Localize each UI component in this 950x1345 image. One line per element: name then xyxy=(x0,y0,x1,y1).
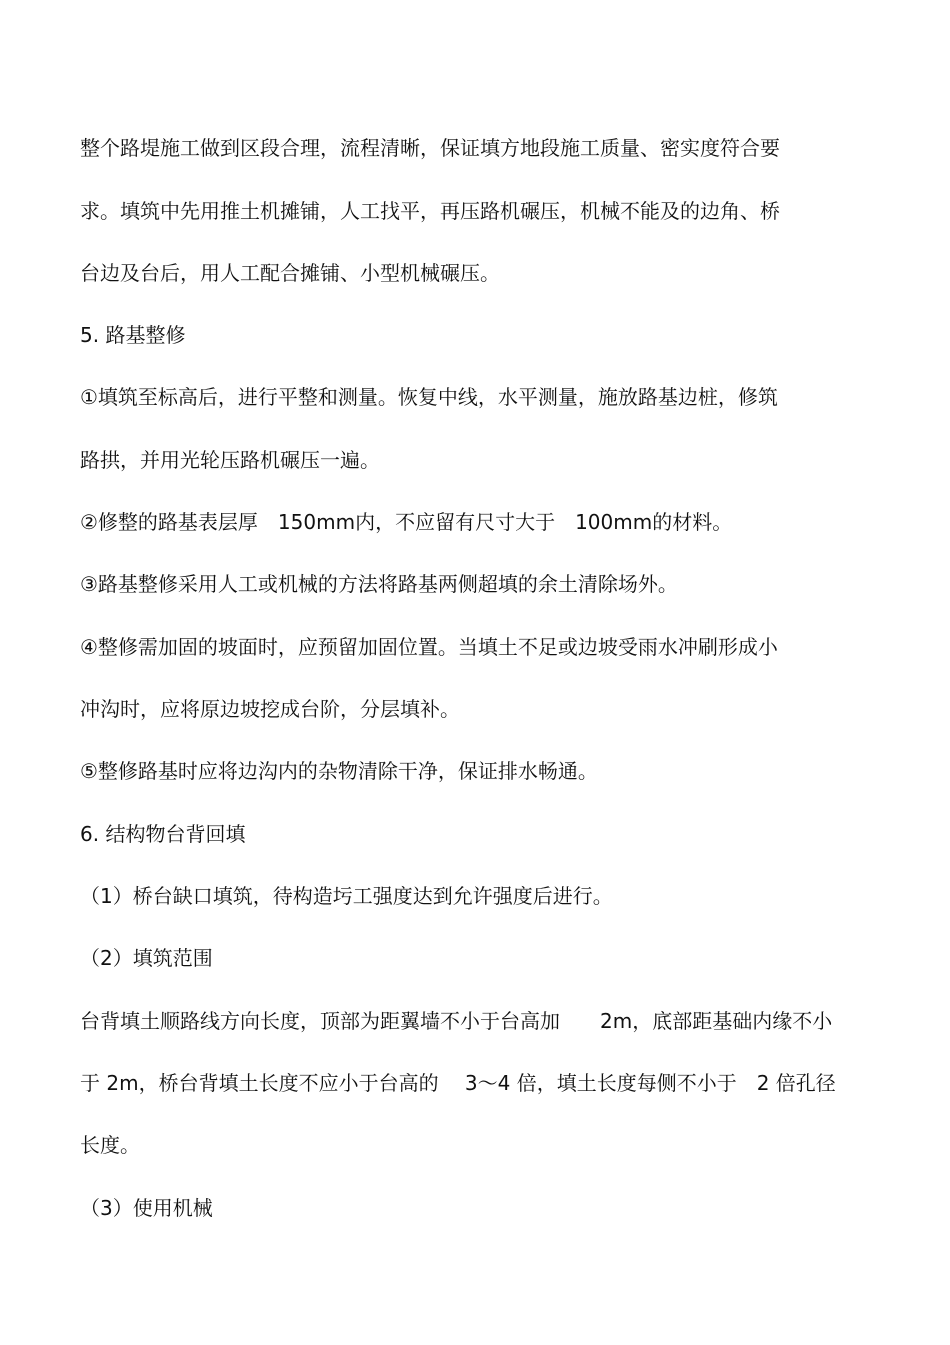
paragraph-line: （1）桥台缺口填筑，待构造圬工强度达到允许强度后进行。 xyxy=(80,884,613,908)
paragraph-line: ④整修需加固的坡面时，应预留加固位置。当填土不足或边坡受雨水冲刷形成小 xyxy=(80,635,778,659)
paragraph-line: ②修整的路基表层厚 150mm内，不应留有尺寸大于 100mm的材料。 xyxy=(80,510,733,534)
paragraph-line: ⑤整修路基时应将边沟内的杂物清除干净，保证排水畅通。 xyxy=(80,759,598,783)
paragraph-line: 于 2m，桥台背填土长度不应小于台高的 3～4 倍，填土长度每侧不小于 2 倍孔径 xyxy=(80,1071,836,1095)
paragraph-line: 冲沟时，应将原边坡挖成台阶，分层填补。 xyxy=(80,697,460,721)
paragraph-line: 长度。 xyxy=(80,1133,140,1157)
section-heading: 5. 路基整修 xyxy=(80,323,186,347)
paragraph-line: 台背填土顺路线方向长度，顶部为距翼墙不小于台高加 2m，底部距基础内缘不小 xyxy=(80,1009,833,1033)
section-heading: 6. 结构物台背回填 xyxy=(80,822,246,846)
paragraph-line: ①填筑至标高后，进行平整和测量。恢复中线，水平测量，施放路基边桩，修筑 xyxy=(80,385,778,409)
paragraph-line: ③路基整修采用人工或机械的方法将路基两侧超填的余土清除场外。 xyxy=(80,572,678,596)
subsection-heading: （3）使用机械 xyxy=(80,1196,213,1220)
subsection-heading: （2）填筑范围 xyxy=(80,946,213,970)
paragraph-line: 路拱，并用光轮压路机碾压一遍。 xyxy=(80,448,380,472)
paragraph-line: 台边及台后，用人工配合摊铺、小型机械碾压。 xyxy=(80,261,500,285)
paragraph-line: 整个路堤施工做到区段合理，流程清晰，保证填方地段施工质量、密实度符合要 xyxy=(80,136,780,160)
paragraph-line: 求。填筑中先用推土机摊铺，人工找平，再压路机碾压，机械不能及的边角、桥 xyxy=(80,199,780,223)
